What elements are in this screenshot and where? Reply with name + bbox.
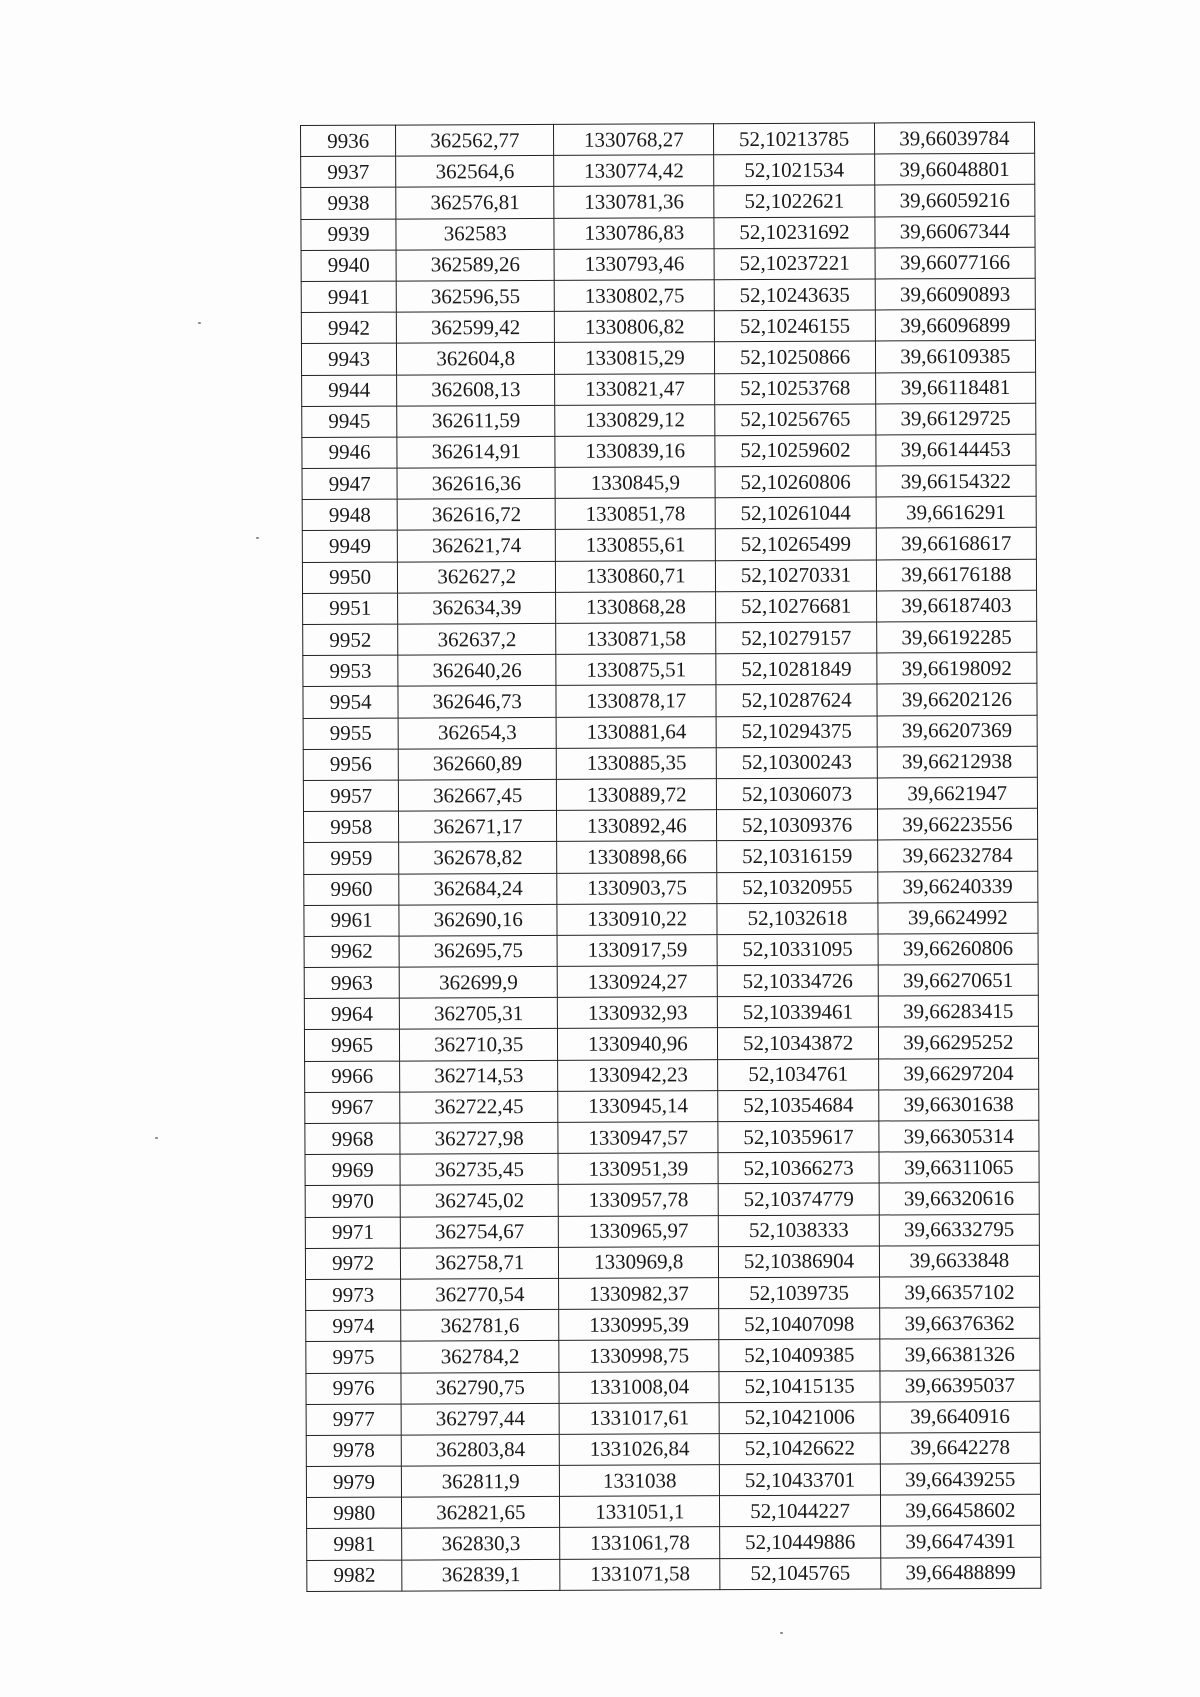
coordinate-cell: 52,10279157: [716, 622, 876, 654]
coordinate-cell: 1331038: [560, 1465, 720, 1497]
table-row: [301, 247, 1035, 281]
point-number-cell: 9942: [301, 312, 396, 344]
coordinate-cell: 362714,53: [400, 1060, 558, 1092]
coordinate-cell: 362596,55: [396, 280, 554, 312]
coordinate-cell: 362745,02: [400, 1185, 558, 1217]
point-number-cell: 9939: [301, 219, 396, 251]
coordinate-cell: 362839,1: [402, 1559, 560, 1591]
coordinate-cell: 52,10386904: [719, 1246, 879, 1278]
point-number-cell: 9964: [304, 998, 399, 1030]
coordinate-cell: 52,1044227: [720, 1495, 880, 1527]
coordinate-cell: 52,10276681: [716, 591, 876, 623]
coordinate-cell: 39,66096899: [875, 309, 1035, 341]
coordinate-cell: 52,10316159: [717, 840, 877, 872]
coordinate-cell: 52,10265499: [716, 528, 876, 560]
coordinate-cell: 52,10256765: [715, 404, 875, 436]
coordinate-cell: 39,66198092: [876, 652, 1036, 684]
coordinate-cell: 362790,75: [401, 1372, 559, 1404]
coordinate-cell: 1330815,29: [555, 342, 715, 374]
coordinate-cell: 52,10433701: [720, 1464, 880, 1496]
table-row: [303, 590, 1037, 624]
coordinate-cell: 39,66192285: [876, 621, 1036, 653]
coordinate-cell: 52,10281849: [716, 653, 876, 685]
coordinate-cell: 52,1039735: [719, 1277, 879, 1309]
coordinate-cell: 362576,81: [396, 187, 554, 219]
coordinate-cell: 39,66187403: [876, 590, 1036, 622]
coordinate-cell: 362821,65: [402, 1497, 560, 1529]
coordinate-cell: 362784,2: [401, 1341, 559, 1373]
coordinate-cell: 52,10339461: [718, 996, 878, 1028]
coordinate-cell: 1330821,47: [555, 373, 715, 405]
coordinate-cell: 362758,71: [401, 1247, 559, 1279]
table-row: [306, 1370, 1040, 1404]
coordinate-cell: 362627,2: [398, 561, 556, 593]
coordinate-cell: 39,66118481: [875, 372, 1035, 404]
point-number-cell: 9960: [304, 874, 399, 906]
table-row: [303, 621, 1037, 655]
coordinate-cell: 1330806,82: [555, 311, 715, 343]
coordinate-cell: 362608,13: [397, 374, 555, 406]
coordinate-cell: 1330965,97: [559, 1215, 719, 1247]
coordinate-cell: 39,66474391: [880, 1526, 1040, 1558]
coordinate-cell: 52,10237221: [714, 248, 874, 280]
table-row: [301, 185, 1035, 219]
table-row: [303, 684, 1037, 718]
coordinate-cell: 362727,98: [400, 1122, 558, 1154]
coordinate-cell: 1331071,58: [560, 1558, 720, 1590]
coordinate-cell: 1330903,75: [557, 872, 717, 904]
coordinate-cell: 39,66144453: [876, 434, 1036, 466]
coordinate-cell: 52,10261044: [716, 497, 876, 529]
coordinate-cell: 39,66039784: [874, 122, 1034, 154]
table-row: [307, 1557, 1041, 1591]
point-number-cell: 9937: [301, 156, 396, 188]
coordinate-cell: 39,66376362: [879, 1307, 1039, 1339]
coordinate-cell: 362690,16: [399, 904, 557, 936]
coordinate-cell: 52,10415135: [719, 1370, 879, 1402]
coordinate-cell: 362797,44: [401, 1403, 559, 1435]
coordinate-cell: 1330768,27: [554, 124, 714, 156]
point-number-cell: 9943: [301, 343, 396, 375]
coordinate-cell: 39,66207369: [877, 715, 1037, 747]
coordinate-cell: 52,10246155: [715, 310, 875, 342]
coordinate-cell: 362637,2: [398, 623, 556, 655]
point-number-cell: 9971: [305, 1217, 400, 1249]
coordinate-cell: 362654,3: [398, 717, 556, 749]
coordinate-cell: 362646,73: [398, 686, 556, 718]
coordinate-cell: 39,6616291: [876, 497, 1036, 529]
table-row: [306, 1339, 1040, 1373]
coordinate-cell: 52,10250866: [715, 341, 875, 373]
coordinate-cell: 52,1045765: [720, 1558, 880, 1590]
coordinate-cell: 39,6624992: [878, 902, 1038, 934]
coordinate-cell: 52,10331095: [717, 934, 877, 966]
coordinate-cell: 39,6621947: [877, 777, 1037, 809]
coordinate-cell: 52,10309376: [717, 809, 877, 841]
scan-speck: [780, 1632, 783, 1634]
table-row: [301, 216, 1035, 250]
coordinate-cell: 362735,45: [400, 1154, 558, 1186]
coordinate-cell: 1330793,46: [554, 248, 714, 280]
table-row: [301, 341, 1035, 375]
coordinate-cell: 1330951,39: [558, 1153, 718, 1185]
table-row: [303, 777, 1037, 811]
point-number-cell: 9947: [302, 468, 397, 500]
coordinate-cell: 1330839,16: [555, 436, 715, 468]
coordinate-cell: 52,10374779: [719, 1183, 879, 1215]
table-row: [304, 933, 1038, 967]
coordinate-cell: 1330871,58: [556, 623, 716, 655]
point-number-cell: 9959: [304, 842, 399, 874]
table-row: [304, 871, 1038, 905]
coordinate-cell: 1330969,8: [559, 1246, 719, 1278]
coordinate-cell: 52,10260806: [715, 466, 875, 498]
coordinate-cell: 362722,45: [400, 1091, 558, 1123]
coordinate-cell: 39,66223556: [877, 808, 1037, 840]
point-number-cell: 9941: [301, 281, 396, 313]
coordinate-cell: 362781,6: [401, 1310, 559, 1342]
point-number-cell: 9946: [302, 437, 397, 469]
coordinate-cell: 39,66439255: [880, 1463, 1040, 1495]
coordinate-cell: 1331008,04: [559, 1371, 719, 1403]
coordinate-cell: 39,66109385: [875, 341, 1035, 373]
table-row: [303, 652, 1037, 686]
point-number-cell: 9940: [301, 250, 396, 282]
coordinate-cell: 52,10354684: [718, 1090, 878, 1122]
coordinate-cell: 39,66090893: [875, 278, 1035, 310]
table-row: [301, 153, 1035, 187]
point-number-cell: 9981: [307, 1529, 402, 1561]
coordinate-cell: 39,66270651: [878, 964, 1038, 996]
coordinate-cell: 52,10334726: [718, 965, 878, 997]
table-row: [302, 403, 1036, 437]
coordinate-cell: 39,66305314: [879, 1120, 1039, 1152]
point-number-cell: 9954: [303, 686, 398, 718]
coordinate-cell: 39,66332795: [879, 1214, 1039, 1246]
coordinate-cell: 52,10306073: [717, 778, 877, 810]
coordinate-cell: 1330774,42: [554, 155, 714, 187]
coordinate-cell: 1330881,64: [556, 716, 716, 748]
table-row: [305, 1151, 1039, 1185]
table-row: [304, 902, 1038, 936]
coordinate-cell: 362754,67: [400, 1216, 558, 1248]
table-row: [305, 1120, 1039, 1154]
coordinate-cell: 52,10243635: [715, 279, 875, 311]
coordinate-cell: 1330995,39: [559, 1309, 719, 1341]
point-number-cell: 9945: [302, 406, 397, 438]
point-number-cell: 9957: [303, 780, 398, 812]
point-number-cell: 9970: [305, 1185, 400, 1217]
point-number-cell: 9973: [306, 1279, 401, 1311]
coordinate-cell: 362604,8: [397, 343, 555, 375]
table-row: [304, 1027, 1038, 1061]
coordinate-cell: 1330898,66: [557, 841, 717, 873]
coordinate-cell: 39,66311065: [879, 1151, 1039, 1183]
coordinate-cell: 52,10449886: [720, 1526, 880, 1558]
table-row: [306, 1463, 1040, 1497]
coordinate-cell: 362667,45: [399, 779, 557, 811]
coordinate-cell: 1330982,37: [559, 1278, 719, 1310]
coordinate-cell: 1330940,96: [558, 1028, 718, 1060]
coordinate-cell: 1330932,93: [558, 997, 718, 1029]
coordinate-cell: 362830,3: [402, 1528, 560, 1560]
point-number-cell: 9980: [306, 1497, 401, 1529]
table-row: [306, 1276, 1040, 1310]
coordinate-cell: 52,10320955: [717, 871, 877, 903]
coordinate-cell: 1330998,75: [559, 1340, 719, 1372]
scan-speck: [198, 322, 201, 324]
point-number-cell: 9972: [305, 1248, 400, 1280]
coordinate-cell: 1331026,84: [559, 1434, 719, 1466]
coordinate-cell: 362770,54: [401, 1278, 559, 1310]
point-number-cell: 9948: [302, 499, 397, 531]
table-row: [302, 528, 1036, 562]
coordinates-table-body: [301, 122, 1041, 1591]
coordinate-cell: 1331051,1: [560, 1496, 720, 1528]
coordinate-cell: 1330855,61: [556, 529, 716, 561]
point-number-cell: 9963: [304, 967, 399, 999]
coordinate-cell: 1330875,51: [556, 654, 716, 686]
coordinate-cell: 52,10287624: [716, 684, 876, 716]
coordinate-cell: 52,10300243: [717, 747, 877, 779]
coordinate-cell: 1330942,23: [558, 1059, 718, 1091]
point-number-cell: 9951: [303, 593, 398, 625]
coordinate-cell: 1330917,59: [557, 935, 717, 967]
coordinate-cell: 1330860,71: [556, 560, 716, 592]
coordinate-cell: 362599,42: [397, 312, 555, 344]
coordinate-cell: 362640,26: [398, 655, 556, 687]
coordinate-cell: 52,1021534: [714, 154, 874, 186]
table-row: [302, 465, 1036, 499]
point-number-cell: 9944: [302, 375, 397, 407]
coordinate-cell: 39,66301638: [878, 1089, 1038, 1121]
coordinate-cell: 362699,9: [399, 966, 557, 998]
coordinate-cell: 39,6640916: [880, 1401, 1040, 1433]
coordinate-cell: 39,66232784: [877, 840, 1037, 872]
coordinate-cell: 362803,84: [401, 1434, 559, 1466]
coordinate-cell: 362562,77: [396, 124, 554, 156]
point-number-cell: 9982: [307, 1560, 402, 1592]
coordinate-cell: 362695,75: [399, 935, 557, 967]
coordinate-cell: 1330910,22: [557, 903, 717, 935]
coordinate-cell: 39,66202126: [877, 684, 1037, 716]
coordinate-cell: 1330892,46: [557, 810, 717, 842]
table-row: [307, 1526, 1041, 1560]
table-row: [301, 309, 1035, 343]
point-number-cell: 9962: [304, 936, 399, 968]
table-row: [305, 1089, 1039, 1123]
coordinate-cell: 52,10426622: [720, 1433, 880, 1465]
coordinate-cell: 39,66048801: [874, 153, 1034, 185]
table-row: [305, 1058, 1039, 1092]
coordinate-cell: 362684,24: [399, 873, 557, 905]
coordinate-cell: 1330781,36: [554, 186, 714, 218]
coordinate-cell: 52,1032618: [717, 903, 877, 935]
coordinate-cell: 362616,36: [397, 467, 555, 499]
point-number-cell: 9969: [305, 1154, 400, 1186]
coordinate-cell: 1330802,75: [554, 280, 714, 312]
coordinate-cell: 52,10407098: [719, 1308, 879, 1340]
coordinate-cell: 52,10253768: [715, 372, 875, 404]
table-row: [303, 808, 1037, 842]
point-number-cell: 9979: [306, 1466, 401, 1498]
coordinate-cell: 1330786,83: [554, 217, 714, 249]
table-row: [303, 715, 1037, 749]
coordinate-cell: 39,66381326: [879, 1339, 1039, 1371]
coordinate-cell: 362705,31: [400, 998, 558, 1030]
coordinate-cell: 52,1034761: [718, 1059, 878, 1091]
coordinate-cell: 362811,9: [402, 1465, 560, 1497]
point-number-cell: 9978: [306, 1435, 401, 1467]
coordinate-cell: 1330957,78: [558, 1184, 718, 1216]
coordinate-cell: 362678,82: [399, 842, 557, 874]
table-row: [305, 1183, 1039, 1217]
table-row: [302, 372, 1036, 406]
coordinate-cell: 362583: [396, 218, 554, 250]
coordinate-cell: 1331061,78: [560, 1527, 720, 1559]
coordinate-cell: 1330829,12: [555, 404, 715, 436]
table-row: [302, 434, 1036, 468]
point-number-cell: 9949: [302, 531, 397, 563]
coordinate-cell: 39,66458602: [880, 1495, 1040, 1527]
coordinate-cell: 39,66488899: [880, 1557, 1040, 1589]
coordinate-cell: 1330885,35: [556, 747, 716, 779]
coordinate-cell: 39,66295252: [878, 1027, 1038, 1059]
point-number-cell: 9977: [306, 1404, 401, 1436]
table-row: [302, 559, 1036, 593]
coordinate-cell: 39,6642278: [880, 1432, 1040, 1464]
coordinate-cell: 52,10359617: [718, 1121, 878, 1153]
coordinate-cell: 362671,17: [399, 811, 557, 843]
coordinate-cell: 39,66357102: [879, 1276, 1039, 1308]
coordinate-cell: 39,66320616: [879, 1183, 1039, 1215]
coordinate-cell: 39,66297204: [878, 1058, 1038, 1090]
coordinate-cell: 1331017,61: [559, 1402, 719, 1434]
coordinate-cell: 362611,59: [397, 405, 555, 437]
coordinate-cell: 1330924,27: [557, 966, 717, 998]
coordinate-cell: 1330851,78: [555, 498, 715, 530]
coordinate-cell: 39,66059216: [874, 185, 1034, 217]
coordinate-cell: 39,66212938: [877, 746, 1037, 778]
coordinate-cell: 52,10294375: [716, 716, 876, 748]
point-number-cell: 9958: [303, 811, 398, 843]
point-number-cell: 9966: [305, 1061, 400, 1093]
point-number-cell: 9965: [304, 1030, 399, 1062]
scan-speck: [155, 1137, 158, 1139]
table-row: [301, 122, 1035, 156]
coordinate-cell: 39,66077166: [875, 247, 1035, 279]
point-number-cell: 9975: [306, 1341, 401, 1373]
coordinate-cell: 52,10343872: [718, 1027, 878, 1059]
point-number-cell: 9968: [305, 1123, 400, 1155]
table-row: [304, 840, 1038, 874]
table-row: [306, 1495, 1040, 1529]
coordinate-cell: 52,10409385: [719, 1339, 879, 1371]
table-row: [304, 996, 1038, 1030]
coordinate-cell: 1330845,9: [555, 467, 715, 499]
coordinate-cell: 39,66283415: [878, 996, 1038, 1028]
coordinate-cell: 52,1022621: [714, 185, 874, 217]
coordinates-table: [300, 122, 1041, 1592]
table-row: [301, 278, 1035, 312]
scan-speck: [256, 537, 259, 539]
table-row: [304, 964, 1038, 998]
coordinate-cell: 39,6633848: [879, 1245, 1039, 1277]
point-number-cell: 9967: [305, 1092, 400, 1124]
coordinate-cell: 52,10259602: [715, 435, 875, 467]
coordinate-cell: 362589,26: [396, 249, 554, 281]
coordinate-cell: 39,66168617: [876, 528, 1036, 560]
coordinate-cell: 39,66240339: [877, 871, 1037, 903]
coordinate-cell: 52,10366273: [718, 1152, 878, 1184]
coordinate-cell: 362660,89: [398, 748, 556, 780]
point-number-cell: 9961: [304, 905, 399, 937]
coordinate-cell: 1330945,14: [558, 1090, 718, 1122]
coordinate-cell: 39,66176188: [876, 559, 1036, 591]
coordinate-cell: 52,10231692: [714, 217, 874, 249]
coordinate-cell: 362621,74: [398, 530, 556, 562]
coordinate-cell: 1330889,72: [557, 779, 717, 811]
coordinate-cell: 52,10270331: [716, 560, 876, 592]
point-number-cell: 9974: [306, 1310, 401, 1342]
point-number-cell: 9952: [303, 624, 398, 656]
table-row: [305, 1214, 1039, 1248]
table-row: [302, 497, 1036, 531]
point-number-cell: 9956: [303, 749, 398, 781]
point-number-cell: 9950: [302, 562, 397, 594]
coordinate-cell: 1330878,17: [556, 685, 716, 717]
table-row: [306, 1432, 1040, 1466]
coordinate-cell: 362564,6: [396, 156, 554, 188]
coordinate-cell: 39,66067344: [875, 216, 1035, 248]
coordinate-cell: 362710,35: [400, 1029, 558, 1061]
coordinate-cell: 1330947,57: [558, 1122, 718, 1154]
table-row: [306, 1307, 1040, 1341]
point-number-cell: 9936: [301, 125, 396, 157]
table-row: [306, 1401, 1040, 1435]
coordinate-cell: 39,66129725: [875, 403, 1035, 435]
coordinate-cell: 39,66395037: [880, 1370, 1040, 1402]
point-number-cell: 9953: [303, 655, 398, 687]
coordinate-cell: 39,66260806: [878, 933, 1038, 965]
coordinate-cell: 52,10421006: [719, 1402, 879, 1434]
coordinate-cell: 52,1038333: [719, 1215, 879, 1247]
point-number-cell: 9955: [303, 718, 398, 750]
coordinate-cell: 52,10213785: [714, 123, 874, 155]
coordinate-cell: 362634,39: [398, 592, 556, 624]
table-row: [303, 746, 1037, 780]
coordinate-cell: 362616,72: [397, 499, 555, 531]
coordinate-cell: 362614,91: [397, 436, 555, 468]
table-row: [305, 1245, 1039, 1279]
coordinate-cell: 1330868,28: [556, 592, 716, 624]
point-number-cell: 9976: [306, 1373, 401, 1405]
coordinate-cell: 39,66154322: [876, 465, 1036, 497]
point-number-cell: 9938: [301, 187, 396, 219]
